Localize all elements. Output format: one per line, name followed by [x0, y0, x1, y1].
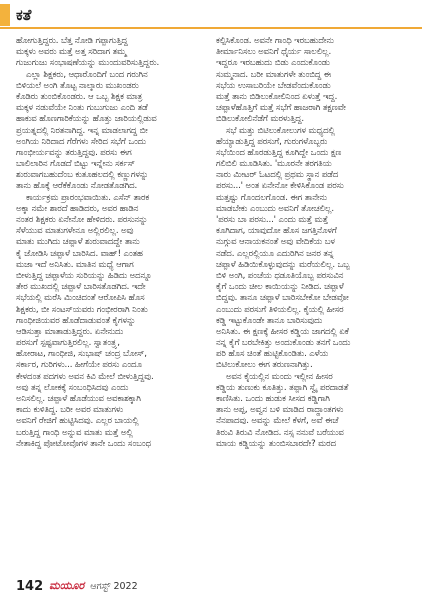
- text-line: ಸಭೆಯ ಉಸಾಬರಿಯೇ ಬೇಡವೆಂದುಕೊಂಡು: [216, 80, 331, 91]
- text-line: ನೇತಾಕಿದ್ದ ಪೋಟೋವೊಗಳ ತಾನೇ ಒಂದು ಸಂಬಂಧ: [16, 438, 151, 449]
- text-line: ಬಿಡಿಲುಕೋಲಿನೆಡೆಗೆ ಮರಳುತ್ತಿದ್ದ.: [216, 114, 305, 125]
- text-line: ಕಲ್ಪಿಸಿಕೊಂಡ. ಅವನೇ ಗಾಂಧಿ ಇರಬಹುದೇನು: [216, 36, 334, 46]
- text-line: ನಾರು ಮೀಟರ್ ಓಟದಲ್ಲಿ ಪ್ರಥಮ ಸ್ಥಾನ ಪಡೆದ: [216, 170, 339, 181]
- text-line: ಸರ್ಕಾರ, ಗುರಿಗಳು... ಹೀಗೆಯೇ ಪರಸು ಎಂದೂ: [16, 360, 142, 371]
- text-line: ಪರಿ ಹೊಸ ಚಿಂತೆ ಹುಟ್ಟಿಕೊಂಡಿತು. ಎಳೆಯ: [216, 349, 329, 360]
- text-line: ಸುಮ್ಮನಾದ. ಬರೀ ಮಾತುಗಳೇ ತುಂಬಿದ್ದ ಈ: [216, 69, 331, 80]
- text-line: ತೇರ ಮುಖದಲ್ಲಿ ಚಪ್ಪಾಳೆ ಬಾರಿಸತೊಡಗಿದ. ಇದೇ: [16, 282, 146, 293]
- text-line: ಎಂಬುದು ಪರಸುಗೆ ತಿಳಿಯಲಿಲ್ಲ. ಕೈಯಲ್ಲಿ ಹೀಸರ: [216, 304, 344, 315]
- text-line: ಬಿದ್ದವು. ತಾನೂ ಚಪ್ಪಾಳೆ ಬಾರಿಸಬೇಕೋ ಬೇಡವೋ: [216, 293, 349, 304]
- text-line: ಮಕ್ಕಳು ಅವರು ಮತ್ತೆ ಅತ್ತ ಸರಿದಾಗ ತಮ್ಮ: [16, 47, 127, 58]
- text-line: ಅನಿಸಿತು. ಈ ಕ್ಷಣಕ್ಕೆ ಹೀಸರ ಕಡ್ಡಿಯ ಜಾಗದಲ್ಲಿ ಏಕೆ: [216, 326, 349, 337]
- text-line: ಕೈಗೆ ಒಂದು ಚೀಲ ಕಾಯಿಯನ್ನು ನೀಡಿದ. ಚಪ್ಪಾಳೆ: [216, 282, 344, 293]
- text-line: ಗಾಂಧೀಜಿಯವರ ಹೊಡೆದಾಡುವಂತೆ ಕೈಗಳನ್ನು: [16, 315, 136, 326]
- text-line: ಬಿಟಿಲುಕೋಲು ಈಗ ತರುಣನಾಗಿತ್ತು.: [216, 360, 313, 371]
- text-line: ನಡೆದ. ಎಲ್ಲರಲ್ಲಿಯೂ ಎದುರಿಗಿನ ಜನರ ತನ್ನ: [216, 248, 334, 259]
- text-line: ಕಾರ್ಯಕ್ರಮ ಪ್ರಾರಂಭವಾಯಿತು. ಎಸೆನ್ ತಾರಕ: [26, 192, 150, 203]
- text-line: ನಂತರ ಶಿಕ್ಷಕರು ಏನೇನೋ ಹೇಳಿದರು. ಪರಸುನನ್ನು: [16, 215, 148, 225]
- text-line: ನೆನಪಾದವು. ಅವನ್ನು ಮೇಲೆ ಕೆಳಗೆ, ಅವೆ ಈಚೆ: [216, 416, 339, 427]
- text-line: ಚಪ್ಪಾಳೆ ಹಿಡಿಯಿಕೊಳ್ಳುವುದನ್ನು ಮರೆಯಲಿಲ್ಲ. ಒಬ್ಬ: [216, 259, 350, 270]
- text-line: ಗಲಿಬಿಲಿ ಮೂಡಿಸಿತು. 'ಮೂರನೇ ತರಗತಿಯ: [216, 159, 332, 170]
- text-line: ಕಡ್ಡಿ ಇಟ್ಟುಕೊಂಡೇ ತಾನೂ ಬಾರಿಸುವುದು: [216, 315, 323, 326]
- text-line: ಕೂಗಿದಾಗ, ಯಾವುದೋ ಹೊಸ ಜಗತ್ತಿನೊಳಗೆ: [216, 226, 337, 237]
- text-line: ಸಭೆ ಮತ್ತು ಬಿಟಿಲುಕೋಲುಗಳ ಮಧ್ಯದಲ್ಲಿ: [226, 125, 335, 136]
- page-footer: [16, 578, 138, 594]
- text-line: ಸಭೆಯಿಂದ ಹೊರಡುತ್ತಿದ್ದ ಕೂಗಿದ್ದೇ ಒಂದು ಕ್ಷಣ: [216, 147, 342, 158]
- text-line: ಕೈ ಜೋಡಿಸಿ ಚಪ್ಪಾಳೆ ಬಾರಿಸಿದ. ವಾಹ್! ಎಂತಹ: [16, 248, 143, 259]
- text-line: ಎಲ್ಲಾ ಶಿಕ್ಷಕರು, ಆಧಾರೊಂದಿಗೆ ಬಂದ ಗರುಗಿನ: [26, 69, 148, 80]
- text-line: ಹಾಕುವ ಹೊಣಗಾರಿಕೆಯನ್ನು ಹೊತ್ತು ಜಾರಿಯಲ್ಲಿಡುವ: [16, 114, 157, 125]
- text-line: ಅವನ ಕೈಯಲ್ಲಿನ ಮಂದು ಇಲ್ಲೀನ ಹೀಸರ: [226, 371, 333, 382]
- text-line: ತಾನು ಅಪ್ಪ, ಅವ್ವನ ಬಳಿ ಮಾಡಿದ ರಾದ್ಧಾಂತಗಳು: [216, 405, 344, 416]
- text-line: ಸಭೆಯಲ್ಲಿ ಮರೆಸಿ ಮಿಂಚಿದಂತೆ ಆರೋಪಿಸಿ ಹೊಸ: [16, 293, 145, 304]
- text-line: ಮಜಾ ಇದೆ ಅನಿಸಿತು. ಮಾತಿನ ಮಧ್ಯೆ ಆಗಾಗ: [16, 259, 134, 270]
- text-line: ಅಕ್ಕಾ ನಮೇ ಶಾರದೆ ಹಾಡಿದರು, ಅವರ ಹಾಡಿನ: [16, 203, 139, 214]
- text-line: ಸೆಳೆಯುವ ಮಾತುಗಳೇನೂ ಅಲ್ಲಿರಲಿಲ್ಲ. ಅವು: [16, 226, 134, 237]
- text-line: ಕೊಡಿರು ತುಂಬಿಕೊಂಡರು. ಆ ಒಬ್ಬ ಶಿಕ್ಷಕ ಮಾತ್ರ: [16, 91, 143, 102]
- issue-date: ಆಗಸ್ಟ್ 2022: [90, 580, 138, 592]
- text-line: ನನ್ನ ಕೈಗೆ ಬರಬೇಕಿತ್ತು ಅಂದುಕೊಂಡು ತನಗೆ ಒಂದು: [216, 338, 351, 349]
- text-line: ಕೇಳದಂತ ಪದಗಳು ಅವನ ಕಿವಿ ಮೇಲೆ ಬೀಳುತ್ತಿದ್ದವು.: [16, 371, 154, 382]
- text-line: ಬಿಳಿಯಲೆ ಅಂಗಿ ತೊಟ್ಟ ನಾಲ್ಕಾರು ಮುಖಂಡರು: [16, 80, 139, 91]
- text-line: ತೀರ್ಮಾನಿಸಲು ಅವನಿಗೆ ಧೈರ್ಯ ಸಾಲಲಿಲ್ಲ.: [216, 47, 332, 58]
- text-line: ಪ್ರಯತ್ನದಲ್ಲಿ ನಿರತನಾಗಿದ್ದ. ಇನ್ನ ಮಾಡಲಾಗದ್ದ ಬೀ: [16, 125, 148, 136]
- section-title: ಕತೆ: [16, 6, 32, 24]
- text-line: ಅನಿಸಲಿಲ್ಲ. ಚಪ್ಪಾಳೆ ಹೊಡೆಯುವ ಅವಕಾಶಕ್ಕಾಗಿ: [16, 394, 141, 404]
- text-line: ಪರಸುಗೆ ಸ್ಪಷ್ಟವಾಗುತ್ತಿರಲಿಲ್ಲ. ಸ್ವಾತಂತ್ರ್ಯ,: [16, 338, 120, 349]
- section-accent-bar: [0, 4, 10, 26]
- text-line: ಚಪ್ಪಾಳೆಹೊತ್ತಿಗೆ ಮತ್ತೆ ಸಭೆಗೆ ಹಾಜರಾಗಿ ತಕ್ಷಣವೇ: [216, 103, 346, 114]
- text-line: ಅವನಿಗೆ ರೇಜಿಗೆ ಹುಟ್ಟಿಸಿದವು. ಎಲ್ಲರ ಬಾಯಲ್ಲಿ: [16, 416, 139, 427]
- section-header: [0, 0, 422, 30]
- text-line: ಶುರುವಾಗಬಹುದೆಂಬ ಕುತೂಹಲದಲ್ಲಿ ಕಣ್ಣುಗಳನ್ನು: [16, 170, 149, 181]
- text-line: ಬೀಳುತ್ತಿದ್ದ ಚಪ್ಪಾಳೆಯ ಸುರಿಯನ್ನು ಹಿಡಿದು ಅದನ್ನೂ: [16, 270, 152, 281]
- left-text-column: [16, 36, 206, 574]
- text-line: ಕಡ್ಡಿಯ ತುಣುಕು ಕೂತಿತ್ತು. ತಪ್ಪಾಗಿ ಸ್ವೈ ಪರದಾಡತೆ: [216, 382, 349, 393]
- text-line: ನುಗ್ಗುವ ಆನಾಯಕನಂತೆ ಅವು ವೇದಿಕೆಯ ಬಳ: [216, 237, 335, 248]
- text-line: ಗುಜುಗುಜು ಸಂಭಾಷಣೆಯನ್ನು ಮುಂದುವರಿಸುತ್ತಿದ್ದರು.: [16, 58, 160, 69]
- text-line: ಮಾತು ಮುಗಿದು ಚಪ್ಪಾಳೆ ಶುರುವಾದದ್ದೇ ತಾನು: [16, 237, 140, 248]
- right-text-column: [216, 36, 406, 574]
- text-line: ಇದ್ದರೂ ಇರಬಹುದು ಬಿಡು ಎಂದುಕೊಂಡು: [216, 58, 330, 69]
- text-line: ಹೆಯ್ಯಾಡುತ್ತಿದ್ದ ಪರಸುಗೆ, ಗುರುಗಳೊಬ್ಬರು: [216, 136, 328, 147]
- text-line: ಶಿಕ್ಷಕರು, ಬೀ ಸಂಟಸ್‌ಯವರು ಗಂಭೀರರಾಗಿ ನಿಂತು: [16, 304, 148, 315]
- text-line: ಮತ್ತಷ್ಟು ಗೊಂದಲಗೊಂಡ. ಈಗ ತಾನೇನು: [216, 192, 327, 203]
- text-line: ಅವು ತನ್ನ ಲೋಕಕ್ಕೆ ಸಂಬಂಧಿಸಿದವು ಎಂದು: [16, 382, 129, 393]
- text-line: ತಿರುವಿ ತಿರುವಿ ನೋಡಿದ. ನಸ್ಸ ನನುವೆ ಬರೆಯುವ: [216, 427, 344, 438]
- text-line: ಬರುತ್ತಿದ್ದ ಗಾಂಧಿ ಅನ್ನುವ ಮಾತು ಮತ್ತೆ ಅಲ್ಲಿ: [16, 427, 133, 438]
- text-line: ಬಾಲಿಲಾರಿನ ಗೊಡದೆ ಬಿಟ್ಟು ಇನ್ನೇನು ಸರ್ಕಸ್: [16, 159, 135, 170]
- text-line: ತಾನು ಹೊಕ್ಕೆ ಆರೆಕೆಕೊಂಡು ನೋಡತೊಡಗಿದ.: [16, 181, 138, 192]
- text-line: ಮಕ್ಕಳ ನಡುವೆಯೇ ನಿಂತು ಗುಬುಗುಜು ಎಂದಿ ತಡೆ: [16, 103, 148, 114]
- text-line: 'ಪರಸು ಬಾ ಪರಸು...' ಎಂದು ಮತ್ತೆ ಮತ್ತೆ: [216, 215, 328, 225]
- section-divider: [0, 27, 422, 29]
- text-line: ಹೋಗುತ್ತಿದ್ದರು. ಬೆತ್ತ ನೋಡಿ ಗಪ್ಪಾಗುತ್ತಿದ್ದ: [16, 36, 128, 46]
- text-line: ಬಿಳಿ ಅಂಗಿ, ಪಂಚೆಯ ಧಡೂತಿಯೊಬ್ಬ ಪರಸುವಿನ: [216, 270, 344, 281]
- text-line: ಪರಸು...' ಅಂತ ಏನೇನೋ ಕೇಳಿಸಿಕೊಂಡ ಪರಸು: [216, 181, 344, 192]
- text-line: ಆಡಿಸುತ್ತಾ ಮಾತಾಡುತ್ತಿದ್ದರು. ಏನೇನುದು: [16, 326, 124, 337]
- text-line: ಅಂಗಿಯ ನಿರಿದಾದ ಗೆರೆಗಳು ಸೇರಿದ ಸಭೆಗೆ ಒಂದು: [16, 136, 146, 147]
- text-line: ಮತ್ತೆ ತಾನು ಬಿಡಿಲುಕೋಲಿನಿಂದ ಏಳುತ್ತೆ ಇದ್ದ.: [216, 91, 338, 102]
- text-line: ಮಾಡಬೇಕು ಎಂಬುದು ಅವನಿಗೆ ತೋಚಲಿಲ್ಲ.: [216, 203, 334, 214]
- text-line: ಗಾಂಭೀರ್ಯವನ್ನು ತರುತ್ತಿದ್ದವು. ಪರಸು ಈಗ: [16, 147, 132, 158]
- page-number: 142: [16, 578, 44, 594]
- text-line: ಹೋರಾಟ, ಗಾಂಧೀಜಿ, ಸುಭಾಷ್ ಚಂದ್ರ ಬೋಸ್,: [16, 349, 147, 360]
- text-line: ಮಾಯ ಕಡ್ಡಿಯನ್ನು ತುಂಬಿಸಬಾರದೇ? ಮರದ: [216, 438, 336, 449]
- text-line: ಕಾದು ಕುಳಿತಿದ್ದ. ಬರೀ ಅವರ ಮಾತುಗಳು: [16, 405, 124, 416]
- text-line: ಕಾಣಿಸಿತು. ಒಂದು ಹುಡುಕ ಸೀಸದ ಕಡ್ಡಿಗಾಗಿ: [216, 394, 330, 404]
- magazine-name: ಮಯೂರ: [49, 579, 85, 592]
